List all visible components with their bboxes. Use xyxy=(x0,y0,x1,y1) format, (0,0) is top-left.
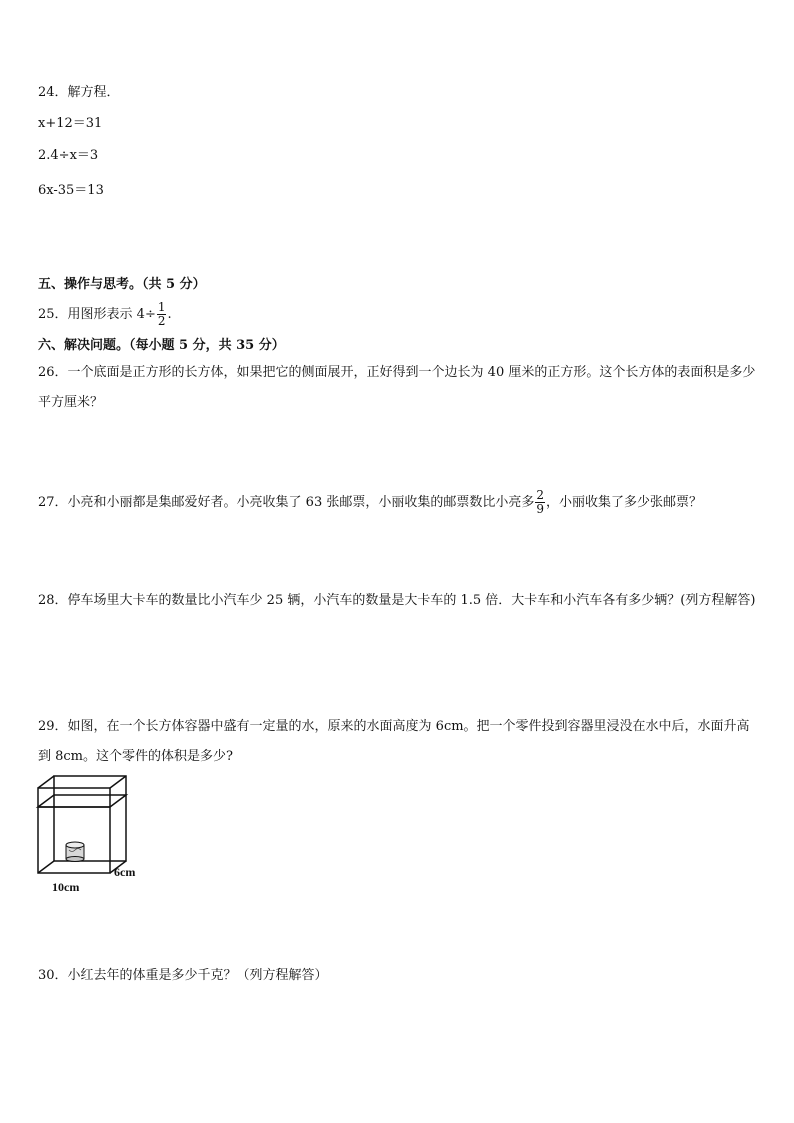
q26-text: 26．一个底面是正方形的长方体，如果把它的侧面展开，正好得到一个边长为 40 厘米的正方形。这个长方体的表面积是多少平方厘米？ xyxy=(38,365,756,410)
q29-text: 29．如图，在一个长方体容器中盛有一定量的水，原来的水面高度为 6cm。把一个零件投到容器里浸没在水中后，水面升高到 8cm。这个零件的体积是多少? xyxy=(38,719,750,764)
q30-text: 30．小红去年的体重是多少千克？（列方程解答） xyxy=(38,968,328,983)
figure-label-depth: 6cm xyxy=(114,865,136,879)
q27-prefix: 27．小亮和小丽都是集邮爱好者。小亮收集了 63 张邮票，小丽收集的邮票数比小亮多 xyxy=(38,495,535,510)
q25-fraction-denominator: 2 xyxy=(157,314,166,328)
part-cylinder xyxy=(66,842,84,862)
q28-text: 28．停车场里大卡车的数量比小汽车少 25 辆，小汽车的数量是大卡车的 1.5 倍．大卡车和小汽车各有多少辆？(列方程解答) xyxy=(38,593,756,608)
water-surface xyxy=(38,795,126,807)
container-figure xyxy=(34,770,154,895)
q25-prefix: 25．用图形表示 4÷ xyxy=(38,307,156,322)
q27 xyxy=(38,487,702,519)
q27-fraction-denominator: 9 xyxy=(536,502,544,516)
q25 xyxy=(38,299,172,331)
figure-label-width: 10cm xyxy=(52,880,80,894)
q27-suffix: ，小丽收集了多少张邮票？ xyxy=(546,495,703,510)
q24-equation-2: 2.4÷x＝3 xyxy=(38,148,99,163)
q27-fraction-numerator: 2 xyxy=(536,488,544,502)
q27-fraction xyxy=(535,489,545,516)
q24-equation-1: x+12＝31 xyxy=(38,116,103,131)
q24-title: 24．解方程． xyxy=(38,85,120,100)
q25-fraction xyxy=(157,301,167,328)
q24-equation-3: 6x-35＝13 xyxy=(38,183,104,198)
q25-fraction-numerator: 1 xyxy=(157,300,166,314)
section-5-heading: 五、操作与思考。（共 5 分） xyxy=(38,277,206,292)
q25-suffix: . xyxy=(167,307,172,322)
section-6-heading: 六、解决问题。（每小题 5 分，共 35 分） xyxy=(38,338,285,353)
